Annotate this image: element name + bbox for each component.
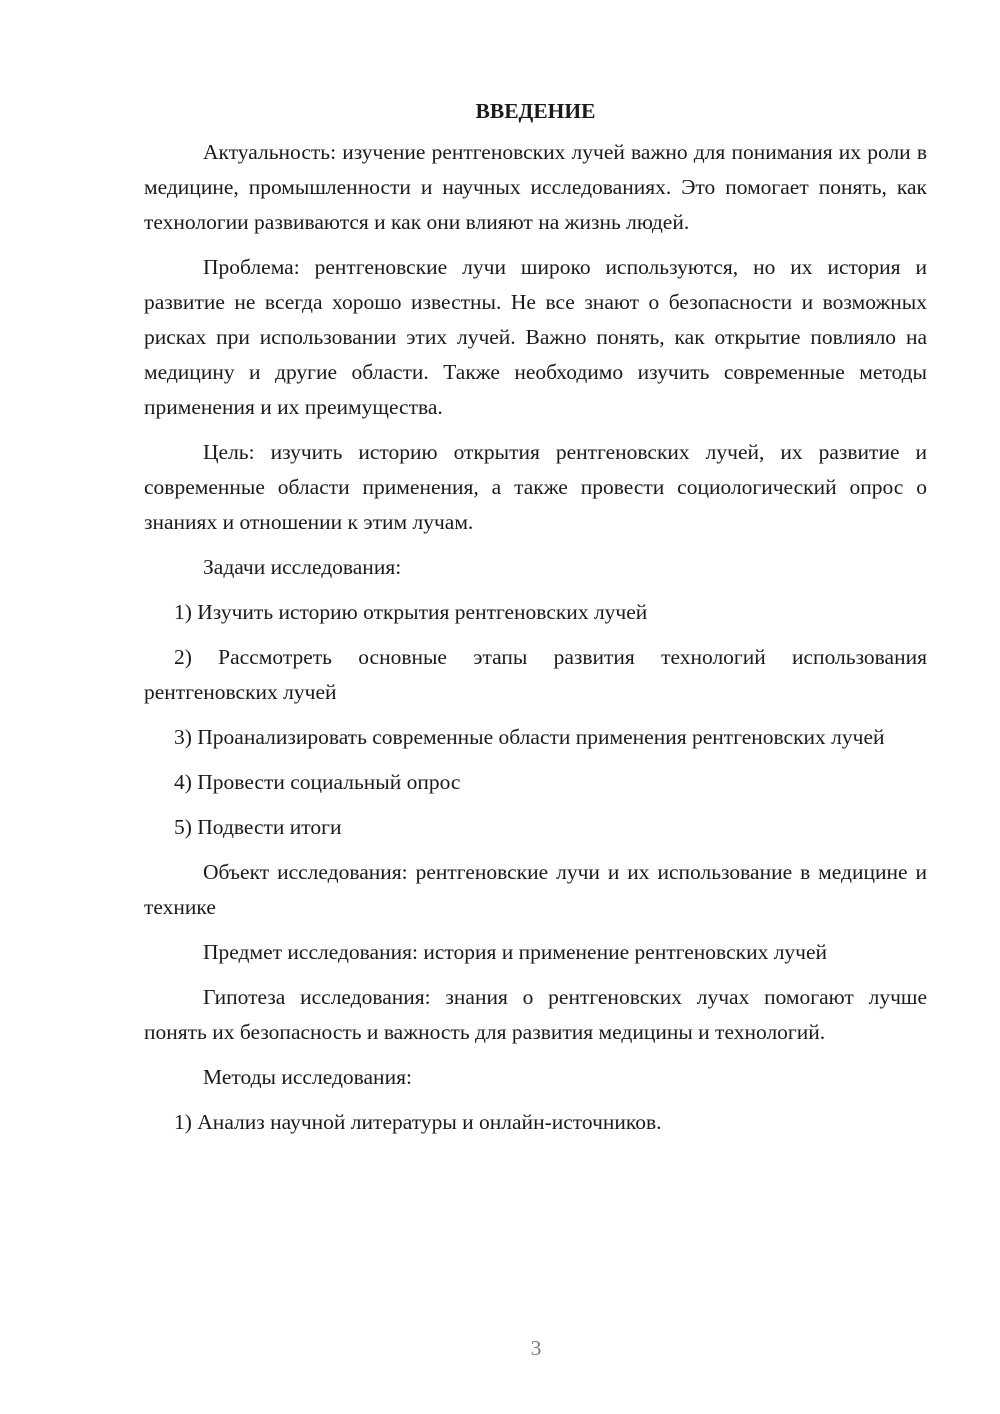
tasks-heading: Задачи исследования: bbox=[203, 555, 402, 579]
problem-paragraph: Проблема: рентгеновские лучи широко используются, но их история и развитие не всегда хорошо известны. Не все знают о безопасности и возможных рисках при использовании этих лучей. Важно понять, как открытие повлияло на медицину и другие области. Также необходимо изучить современные методы применения и их преимущества. bbox=[144, 255, 927, 419]
page-content bbox=[144, 96, 927, 1150]
task-item-4: 4) Провести социальный опрос bbox=[174, 770, 461, 794]
relevance-paragraph: Актуальность: изучение рентгеновских лучей важно для понимания их роли в медицине, промышленности и научных исследованиях. Это помогает понять, как технологии развиваются и как они влияют на жизнь людей. bbox=[144, 140, 927, 234]
object-paragraph: Объект исследования: рентгеновские лучи и их использование в медицине и технике bbox=[144, 860, 927, 919]
methods-heading: Методы исследования: bbox=[203, 1065, 412, 1089]
subject-paragraph: Предмет исследования: история и применение рентгеновских лучей bbox=[203, 940, 828, 964]
task-item-1: 1) Изучить историю открытия рентгеновских лучей bbox=[174, 600, 648, 624]
task-item-3: 3) Проанализировать современные области применения рентгеновских лучей bbox=[174, 725, 885, 749]
task-item-5: 5) Подвести итоги bbox=[174, 815, 342, 839]
section-title: ВВЕДЕНИЕ bbox=[475, 99, 596, 123]
hypothesis-paragraph: Гипотеза исследования: знания о рентгеновских лучах помогают лучше понять их безопасность и важность для развития медицины и технологий. bbox=[144, 985, 927, 1044]
task-item-2: 2) Рассмотреть основные этапы развития технологий использования рентгеновских лучей bbox=[144, 645, 927, 704]
goal-paragraph: Цель: изучить историю открытия рентгеновских лучей, их развитие и современные области применения, а также провести социологический опрос о знаниях и отношении к этим лучам. bbox=[144, 440, 927, 534]
method-item-1: 1) Анализ научной литературы и онлайн-источников. bbox=[174, 1110, 662, 1134]
page-number: 3 bbox=[530, 1336, 542, 1360]
